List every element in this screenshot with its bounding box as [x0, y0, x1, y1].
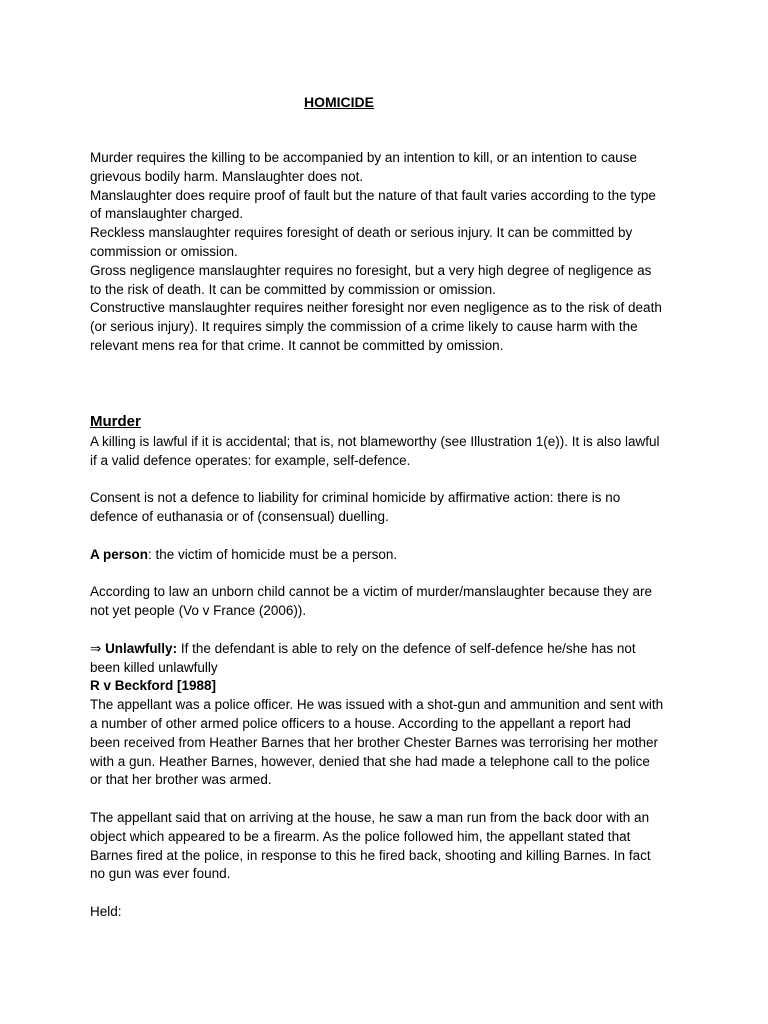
paragraph-line	[90, 546, 690, 565]
unlawfully-text: If the defendant is able to rely on the defence of self-defence he/she has not	[177, 640, 636, 656]
paragraph-line: with a gun. Heather Barnes, however, denied that she had made a telephone call to the police	[90, 753, 650, 769]
arrow-icon: ⇒	[90, 640, 106, 656]
murder-section	[90, 411, 690, 922]
paragraph-line: been received from Heather Barnes that her brother Chester Barnes was terrorising her mother	[90, 734, 659, 750]
person-label: A person	[90, 546, 149, 562]
paragraph-line	[90, 640, 690, 659]
consent-paragraph	[90, 489, 690, 527]
intro-line: Manslaughter does require proof of fault but the nature of that fault varies according to the type	[90, 187, 656, 203]
paragraph-line: been killed unlawfully	[90, 659, 218, 675]
intro-paragraph	[90, 149, 690, 356]
paragraph-line: or that her brother was armed.	[90, 772, 272, 788]
intro-line: Murder requires the killing to be accompanied by an intention to kill, or an intention to cause	[90, 150, 638, 165]
paragraph-line: The appellant was a police officer. He was issued with a shot-gun and ammunition and sent with	[90, 697, 664, 713]
paragraph-line: if a valid defence operates: for example, self-defence.	[90, 452, 411, 468]
paragraph-line: not yet people (Vo v France (2006)).	[90, 603, 307, 619]
intro-line: of manslaughter charged.	[90, 206, 244, 222]
lawful-paragraph	[90, 433, 690, 471]
paragraph-line: object which appeared to be a firearm. As the police followed him, the appellant stated that	[90, 828, 631, 844]
held-paragraph	[90, 903, 690, 922]
unlawfully-label: Unlawfully:	[105, 640, 178, 656]
case-facts-paragraph-2	[90, 809, 690, 884]
intro-line: Reckless manslaughter requires foresight of death or serious injury. It can be committed by	[90, 225, 633, 241]
paragraph-line: a number of other armed police officers to a house. According to the appellant a report had	[90, 715, 631, 731]
paragraph-line: no gun was ever found.	[90, 866, 231, 882]
paragraph-line: Barnes fired at the police, in response to this he fired back, shooting and killing Barnes. In fact	[90, 847, 651, 863]
intro-line: (or serious injury). It requires simply the commission of a crime likely to cause harm with the	[90, 319, 638, 335]
paragraph-line: A killing is lawful if it is accidental; that is, not blameworthy (see Illustration 1(e)). It is also lawful	[90, 434, 660, 449]
paragraph-line: defence of euthanasia or of (consensual) duelling.	[90, 509, 389, 525]
unborn-paragraph	[90, 583, 690, 621]
paragraph-line: According to law an unborn child cannot be a victim of murder/manslaughter because they are	[90, 584, 653, 600]
intro-line: Constructive manslaughter requires neither foresight nor even negligence as to the risk of death	[90, 300, 662, 316]
intro-line: relevant mens rea for that crime. It cannot be committed by omission.	[90, 337, 504, 353]
person-paragraph	[90, 546, 690, 565]
page-title: HOMICIDE	[304, 94, 374, 110]
person-text: : the victim of homicide must be a person.	[148, 546, 398, 562]
case-facts-paragraph-1	[90, 696, 690, 790]
intro-line: commission or omission.	[90, 243, 238, 259]
intro-line: to the risk of death. It can be committed by commission or omission.	[90, 281, 496, 297]
case-name: R v Beckford [1988]	[90, 678, 217, 694]
paragraph-line: The appellant said that on arriving at the house, he saw a man run from the back door with an	[90, 809, 650, 825]
section-heading-murder: Murder	[90, 413, 141, 430]
unlawfully-paragraph	[90, 640, 690, 696]
paragraph-line: Consent is not a defence to liability for criminal homicide by affirmative action: there is no	[90, 490, 621, 506]
intro-line: grievous bodily harm. Manslaughter does not.	[90, 168, 364, 184]
held-label: Held:	[90, 903, 122, 919]
intro-line: Gross negligence manslaughter requires no foresight, but a very high degree of negligence as	[90, 262, 652, 278]
